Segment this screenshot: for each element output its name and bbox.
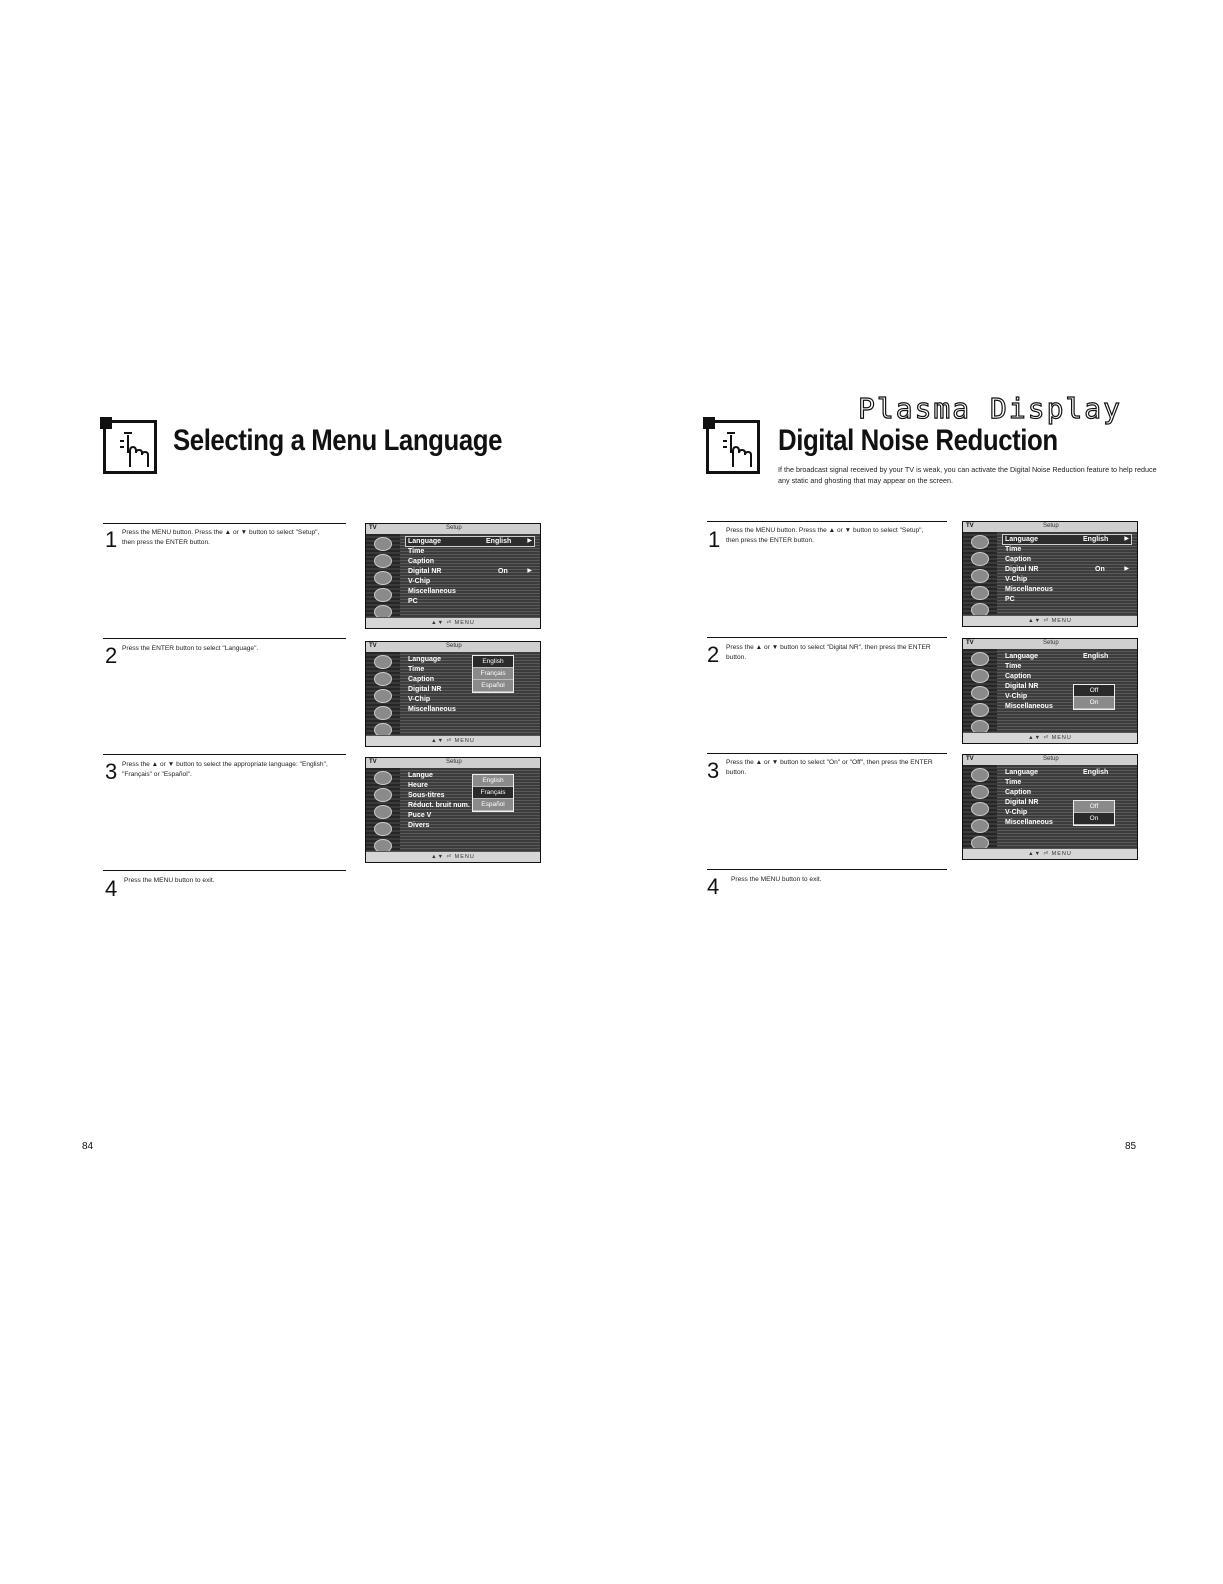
- menu-row: Caption: [1005, 673, 1032, 680]
- language-popup: [472, 774, 514, 812]
- menu-row: V-Chip: [1005, 576, 1028, 583]
- step-text: Press the MENU button to exit.: [731, 876, 822, 883]
- menu-row: Miscellaneous: [408, 706, 456, 713]
- menu-row: Digital NR: [1005, 566, 1039, 573]
- menu-value: English: [1083, 536, 1109, 543]
- popup-option: English: [473, 656, 513, 668]
- menu-row: V-Chip: [1005, 693, 1028, 700]
- page-number: 84: [82, 1141, 94, 1152]
- menu-icons-column: [366, 768, 400, 852]
- popup-option: English: [473, 775, 513, 787]
- menu-title: Setup: [446, 525, 462, 531]
- step-number: 2: [707, 642, 720, 667]
- tv-menu-screenshot: TV Setup Langue Heure Sous-titres Réduct. bruit num. Puce V Divers English Français Español ▲▼ ⏎ MENU: [365, 757, 541, 863]
- menu-row: Caption: [1005, 789, 1032, 796]
- menu-row: Sous-titres: [408, 792, 445, 799]
- tv-label: TV: [369, 525, 377, 531]
- menu-row: Time: [1005, 546, 1022, 553]
- tv-menu-screenshot: TV Setup Language English Time Caption Digital NR V-Chip Miscellaneous Off On ▲▼ ⏎ MENU: [962, 754, 1138, 860]
- menu-row: Miscellaneous: [1005, 586, 1053, 593]
- menu-title: Setup: [446, 643, 462, 649]
- step-number: 3: [707, 758, 720, 783]
- menu-row: Langue: [408, 772, 433, 779]
- menu-row: Miscellaneous: [408, 588, 456, 595]
- menu-value: English: [1083, 653, 1109, 660]
- menu-row: V-Chip: [408, 696, 431, 703]
- menu-value: English: [1083, 769, 1109, 776]
- menu-row: Time: [408, 666, 425, 673]
- menu-row: Digital NR: [408, 686, 442, 693]
- step-number: 2: [105, 643, 118, 668]
- brand-logo: Plasma Display: [858, 392, 1123, 425]
- menu-value: On: [498, 568, 508, 575]
- hand-pointer-icon: [103, 420, 157, 474]
- step-divider: [707, 637, 947, 638]
- menu-row: V-Chip: [408, 578, 431, 585]
- step-divider: [707, 521, 947, 522]
- menu-row: V-Chip: [1005, 809, 1028, 816]
- tv-label: TV: [966, 756, 974, 762]
- menu-row: Time: [408, 548, 425, 555]
- tv-label: TV: [369, 759, 377, 765]
- language-popup: [472, 655, 514, 693]
- step-text: Press the ▲ or ▼ button to select "Digital NR", then press the ENTER button.: [726, 644, 931, 661]
- step-number: 1: [708, 527, 721, 552]
- menu-row: Caption: [408, 558, 435, 565]
- menu-title: Setup: [1043, 756, 1059, 762]
- popup-option: Español: [473, 799, 513, 811]
- tv-label: TV: [369, 643, 377, 649]
- step-divider: [707, 753, 947, 754]
- step-number: 4: [707, 874, 720, 899]
- menu-icons-column: [963, 649, 997, 733]
- step-text: Press the ▲ or ▼ button to select "On" or "Off", then press the ENTER button.: [726, 759, 933, 776]
- page-title: Digital Noise Reduction: [778, 424, 1058, 457]
- menu-value: On: [1095, 566, 1105, 573]
- popup-option: Off: [1074, 685, 1114, 697]
- page-title: Selecting a Menu Language: [173, 424, 503, 457]
- tv-menu-screenshot: TV Setup Language English ▶ Time Caption Digital NR On ▶ V-Chip Miscellaneous PC ▲▼ ⏎ MENU: [365, 523, 541, 629]
- menu-icons-column: [963, 532, 997, 616]
- menu-row: Language: [1005, 769, 1039, 776]
- step-divider: [103, 638, 346, 639]
- popup-option: Off: [1074, 801, 1114, 813]
- menu-row: Heure: [408, 782, 428, 789]
- menu-row: Time: [1005, 663, 1022, 670]
- page-number: 85: [1125, 1141, 1137, 1152]
- step-number: 3: [105, 759, 118, 784]
- step-number: 4: [105, 876, 118, 901]
- menu-row: Puce V: [408, 812, 432, 819]
- tv-menu-screenshot: TV Setup Language English Time Caption Digital NR V-Chip Miscellaneous Off On ▲▼ ⏎ MENU: [962, 638, 1138, 744]
- step-text: Press the ▲ or ▼ button to select the appropriate language: "English", "Français" or "Español".: [122, 761, 328, 778]
- menu-title: Setup: [1043, 523, 1059, 529]
- menu-title: Setup: [446, 759, 462, 765]
- popup-option: Français: [473, 668, 513, 680]
- popup-option: Español: [473, 680, 513, 692]
- popup-option: Français: [473, 787, 513, 799]
- tv-label: TV: [966, 523, 974, 529]
- menu-row: Time: [1005, 779, 1022, 786]
- menu-icons-column: [366, 534, 400, 618]
- menu-row: Caption: [408, 676, 435, 683]
- step-text: Press the MENU button to exit.: [124, 877, 215, 884]
- menu-row: Language: [1005, 653, 1039, 660]
- step-text: Press the MENU button. Press the ▲ or ▼ button to select "Setup", then press the ENTER button.: [726, 527, 924, 544]
- step-divider: [103, 870, 346, 871]
- step-divider: [103, 754, 346, 755]
- menu-row: PC: [408, 598, 418, 605]
- menu-row: Language: [408, 656, 442, 663]
- menu-row: Digital NR: [408, 568, 442, 575]
- step-divider: [707, 869, 947, 870]
- popup-option: On: [1074, 813, 1114, 825]
- menu-row: Language: [406, 537, 534, 546]
- hand-pointer-icon: [706, 420, 760, 474]
- menu-title: Setup: [1043, 640, 1059, 646]
- menu-row: Language: [1003, 535, 1131, 544]
- menu-row: Caption: [1005, 556, 1032, 563]
- menu-row: Digital NR: [1005, 683, 1039, 690]
- menu-row: Miscellaneous: [1005, 703, 1053, 710]
- intro-text: If the broadcast signal received by your TV is weak, you can activate the Digital Noise Reduction feature to help reduce any static and ghosting that may appear on the screen.: [778, 465, 1157, 485]
- menu-value: English: [486, 538, 512, 545]
- digital-nr-popup: [1073, 800, 1115, 826]
- step-text: Press the MENU button. Press the ▲ or ▼ button to select "Setup", then press the ENTER button.: [122, 529, 320, 546]
- menu-icons-column: [963, 765, 997, 849]
- tv-menu-screenshot: TV Setup Language English ▶ Time Caption Digital NR On ▶ V-Chip Miscellaneous PC ▲▼ ⏎ MENU: [962, 521, 1138, 627]
- menu-icons-column: [366, 652, 400, 736]
- tv-label: TV: [966, 640, 974, 646]
- menu-row: Digital NR: [1005, 799, 1039, 806]
- step-number: 1: [105, 527, 118, 552]
- step-divider: [103, 523, 346, 524]
- menu-row: Divers: [408, 822, 430, 829]
- digital-nr-popup: [1073, 684, 1115, 710]
- step-text: Press the ENTER button to select "Language".: [122, 645, 259, 652]
- menu-row: Réduct. bruit num.: [408, 802, 470, 809]
- tv-menu-screenshot: TV Setup Language Time Caption Digital NR V-Chip Miscellaneous English Français Español ▲▼ ⏎ MENU: [365, 641, 541, 747]
- menu-row: PC: [1005, 596, 1015, 603]
- menu-row: Miscellaneous: [1005, 819, 1053, 826]
- popup-option: On: [1074, 697, 1114, 709]
